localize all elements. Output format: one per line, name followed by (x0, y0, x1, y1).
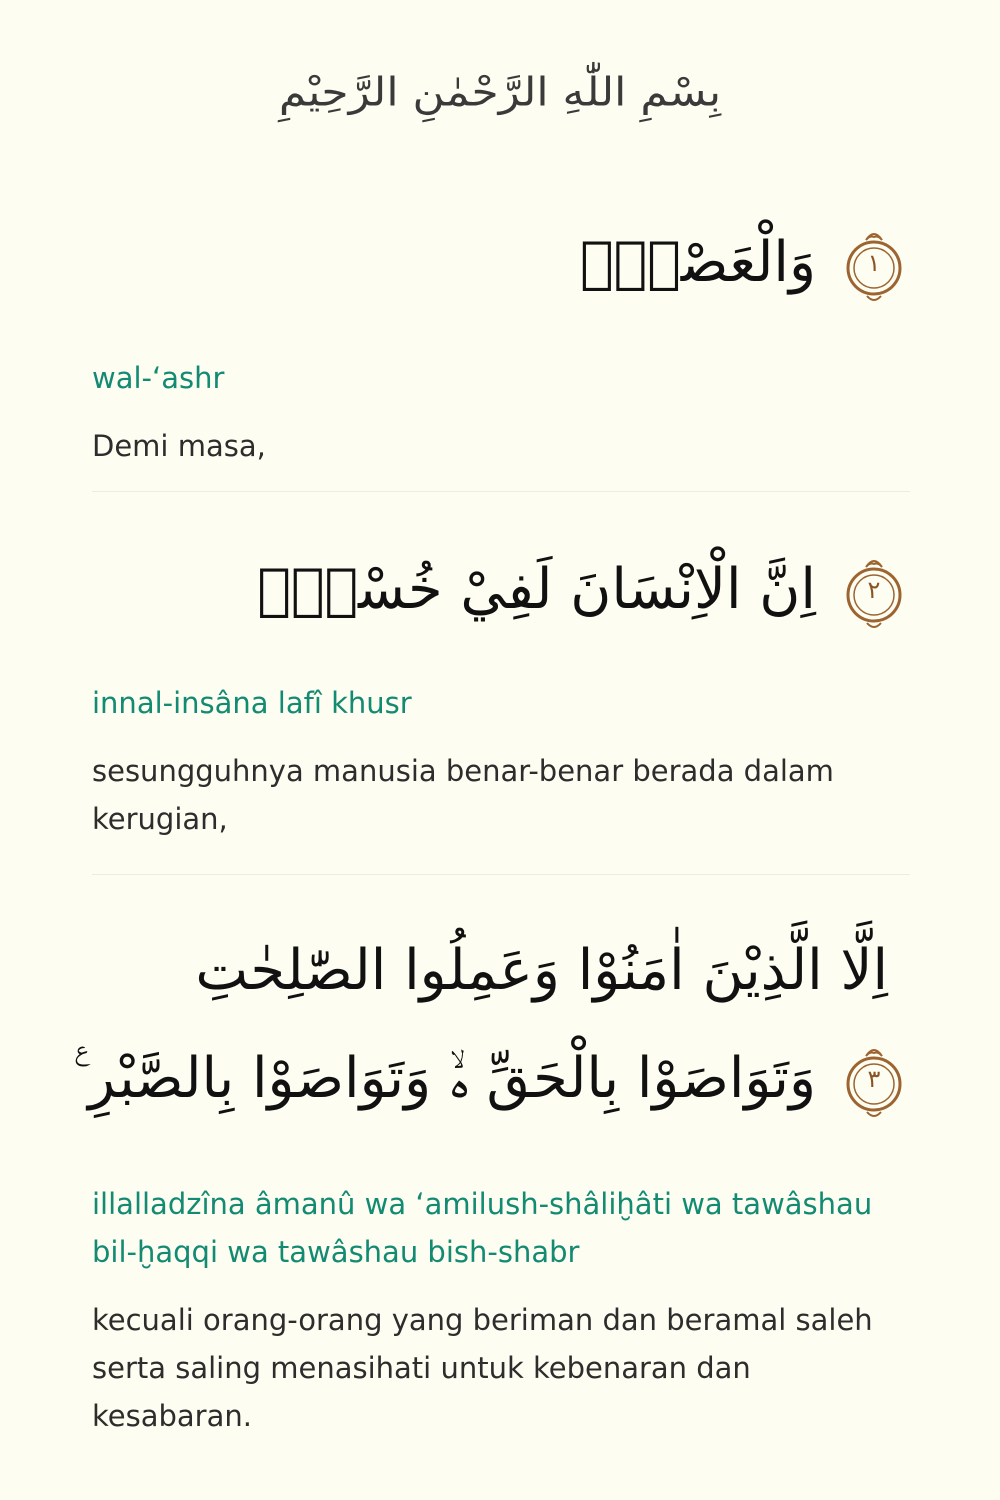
ayah-3 (74, 918, 910, 1440)
arabic-verse-text: وَتَوَاصَوْا بِالْحَقِّ ەۙ وَتَوَاصَوْا بِالصَّبْرِ ࣖ (74, 1046, 816, 1111)
transliteration-text: innal-insâna lafî khusr (92, 686, 412, 720)
ayah-2 (92, 540, 910, 843)
arabic-verse-text: اِلَّا الَّذِيْنَ اٰمَنُوْا وَعَمِلُوا الصّٰلِحٰتِ (195, 938, 888, 1003)
translation-text: sesungguhnya manusia benar-benar berada dalam kerugian, (92, 754, 834, 836)
transliteration-text: illalladzîna âmanû wa ‘amilush-shâliḫâti wa tawâshau bil-ḫaqqi wa tawâshau bish-shabr (92, 1187, 873, 1269)
arabic-line (92, 918, 910, 1024)
basmala-text: بِسْمِ اللّٰهِ الرَّحْمٰنِ الرَّحِيْمِ (278, 69, 722, 116)
arabic-verse-text: اِنَّ الْاِنْسَانَ لَفِيْ خُسْرٍۙ (257, 557, 816, 622)
arabic-line (92, 213, 910, 313)
ayah-number: ١ (867, 249, 881, 277)
translation-text: Demi masa, (92, 429, 266, 463)
arabic-line (92, 540, 910, 640)
ayah-end-marker-icon (838, 550, 910, 630)
ayah-end-marker-icon (838, 223, 910, 303)
ayah-divider (92, 874, 910, 875)
arabic-verse-text: وَالْعَصْرِۙ (579, 230, 816, 295)
translation-text: kecuali orang-orang yang beriman dan beramal saleh serta saling menasihati untuk kebenaran dan kesabaran. (92, 1303, 873, 1433)
ayah-number: ٣ (867, 1065, 881, 1093)
ayah-number: ٢ (867, 576, 881, 604)
ayah-1 (92, 213, 910, 470)
ayah-divider (92, 491, 910, 492)
ayah-end-marker-icon (838, 1039, 910, 1119)
basmala-header (240, 40, 760, 145)
transliteration-text: wal-‘ashr (92, 361, 225, 395)
arabic-line (74, 1024, 910, 1134)
